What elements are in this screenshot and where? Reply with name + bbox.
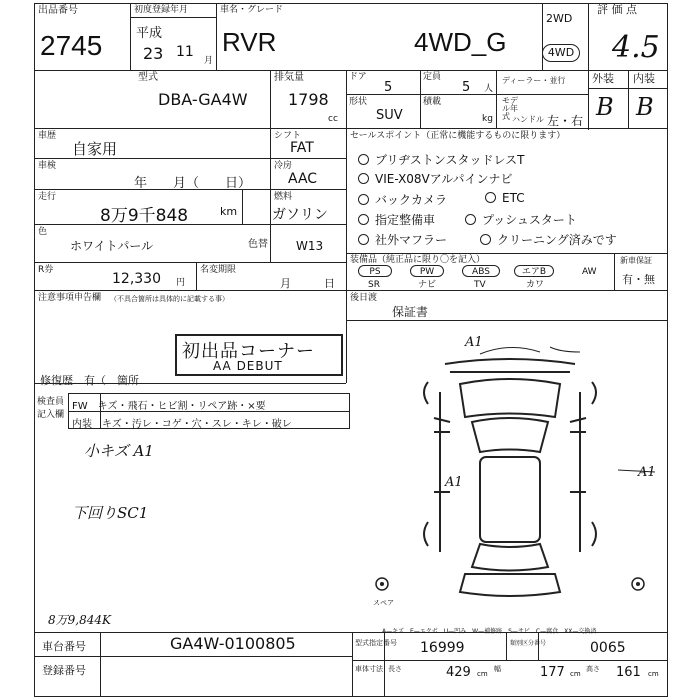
equip-abs: ABS — [462, 265, 500, 277]
equip-tv: TV — [474, 280, 486, 290]
handwritten-note-2: 下回りSC1 — [72, 504, 149, 522]
shift-label: シフト — [274, 131, 302, 141]
sales-point-1: ブリヂストンスタッドレスT — [358, 151, 524, 168]
sales-point-6: プッシュスタート — [465, 211, 577, 228]
class-num-label: 類別区分番号 — [510, 640, 547, 647]
sales-point-3: バックカメラ — [358, 191, 447, 208]
class-num: 0065 — [590, 640, 626, 656]
recycle-label: R券 — [38, 265, 54, 275]
sales-points-label: セールスポイント（正常に機能するものに限ります） — [350, 131, 566, 141]
reg-year: 23 — [143, 44, 164, 63]
reg-month: 11 — [176, 44, 194, 60]
interior-grade: B — [636, 93, 654, 121]
height: 161 — [616, 665, 641, 680]
first-reg-label: 初度登録年月 — [134, 5, 189, 15]
mileage-unit: km — [220, 205, 238, 218]
reg-number-label: 登録番号 — [42, 664, 86, 677]
bullet-icon — [358, 214, 369, 225]
equip-navi: ナビ — [418, 280, 437, 290]
car-name-label: 車名・グレード — [220, 5, 284, 15]
capacity: 5 — [462, 80, 471, 95]
sales-point-2: VIE-X08Vアルパインナビ — [358, 170, 512, 187]
inspector-row-2: 内装 キズ・汚レ・コゲ・穴・スレ・キレ・破レ — [72, 419, 292, 430]
exterior-label: 外装 — [592, 72, 614, 85]
name-change-value: 月 日 — [280, 277, 335, 290]
type-num-label: 型式指定番号 — [355, 639, 397, 647]
new-car-warranty-value: 有・無 — [622, 273, 655, 286]
post-doc-label: 後日渡 — [350, 293, 378, 303]
chassis-label: 車台番号 — [42, 640, 86, 653]
inspector-label: 検査員記入欄 — [37, 397, 65, 420]
handle-value: 左・右 — [547, 114, 584, 128]
drive-4wd-circled: 4WD — [542, 44, 580, 62]
dealer-label: ディーラー・並行 — [502, 76, 566, 85]
equip-aw: AW — [582, 267, 597, 277]
inspection: 年 月（ 日） — [134, 176, 252, 191]
length: 429 — [446, 665, 471, 680]
cc-unit: cc — [328, 114, 338, 124]
aa-debut: AA DEBUT — [213, 359, 283, 373]
equip-sr: SR — [368, 280, 380, 290]
damage-legend: A—キズ E—エクボ U—凹み W—補修跡 S—サビ C—腐食 XX—交換済 — [382, 628, 597, 635]
notice-label: 注意事項申告欄 — [38, 293, 102, 303]
mileage-label: 走行 — [38, 192, 57, 202]
bullet-icon — [358, 194, 369, 205]
cm-unit-3: cm — [648, 670, 659, 678]
doors: 5 — [384, 80, 393, 95]
equip-leather: カワ — [526, 280, 545, 290]
color-label: 色 — [38, 227, 48, 237]
history-label: 車歴 — [38, 131, 57, 141]
drive-2wd: 2WD — [546, 12, 573, 25]
damage-mark-right: A1 — [638, 465, 656, 480]
capacity-label: 定員 — [423, 72, 442, 82]
displacement-label: 排気量 — [274, 72, 304, 83]
cm-unit-1: cm — [477, 670, 488, 678]
handle-label: ハンドル — [512, 115, 544, 124]
first-listing-label: 初出品コーナー — [182, 341, 315, 362]
handwritten-note-1: 小キズ A1 — [84, 442, 154, 460]
bullet-icon — [358, 234, 369, 245]
spare-label: スペア — [373, 599, 394, 607]
exterior-grade: B — [596, 93, 614, 121]
interior-label: 内装 — [633, 72, 655, 85]
notice-note: （不具合箇所は具体的に記載する事） — [110, 295, 229, 303]
damage-mark-front: A1 — [465, 335, 483, 350]
inspector-row-1: FW キズ・飛石・ヒビ割・リペア跡・×要 — [72, 401, 266, 412]
handwritten-mileage: 8万9,844K — [48, 613, 111, 627]
width-label: 幅 — [494, 665, 501, 673]
damage-mark-left: A1 — [445, 475, 463, 490]
post-doc-value: 保証書 — [392, 305, 429, 319]
car-name: RVR — [222, 27, 277, 57]
repair-history-label: 修復歴 有（ 箇所 — [40, 374, 139, 387]
equipment-label: 装備品（純正品に限り〇を記入） — [350, 255, 486, 265]
sales-point-7: 社外マフラー — [358, 231, 447, 248]
sales-point-8: クリーニング済みです — [480, 231, 617, 248]
bullet-icon — [485, 192, 496, 203]
model: DBA-GA4W — [158, 90, 248, 109]
bullet-icon — [465, 214, 476, 225]
damage-diagram — [350, 322, 668, 627]
cm-unit-2: cm — [570, 670, 581, 678]
lot-number: 2745 — [40, 30, 103, 61]
chassis-number: GA4W-0100805 — [170, 634, 296, 653]
color: ホワイトパール — [70, 239, 154, 253]
ac: AAC — [288, 171, 318, 187]
new-car-warranty-label: 新車保証 — [620, 256, 652, 265]
name-change-label: 名変期限 — [200, 265, 237, 275]
bullet-icon — [480, 234, 491, 245]
ac-label: 冷房 — [274, 161, 293, 171]
score-label: 評 価 点 — [597, 3, 637, 16]
load-unit: kg — [482, 114, 493, 124]
type-num: 16999 — [420, 640, 465, 656]
month-unit: 月 — [204, 56, 214, 66]
mileage: 8万9千848 — [100, 206, 189, 226]
shift: FAT — [290, 140, 314, 156]
fuel-label: 燃料 — [274, 192, 293, 202]
equip-pw: PW — [410, 265, 444, 277]
fuel: ガソリン — [272, 207, 328, 223]
color-change-label: 色替 — [248, 239, 268, 250]
body: SUV — [376, 108, 403, 123]
car-grade: 4WD_G — [414, 27, 507, 57]
width: 177 — [540, 665, 565, 680]
length-label: 長さ — [388, 665, 402, 673]
inspection-label: 車検 — [38, 161, 57, 171]
equip-ps: PS — [358, 265, 392, 277]
history: 自家用 — [72, 140, 118, 158]
score: 4.5 — [612, 30, 660, 65]
size-label: 車体寸法 — [355, 665, 383, 673]
displacement: 1798 — [288, 90, 329, 109]
recycle-fee: 12,330 — [112, 271, 161, 287]
model-year-label: モデル年式 — [502, 96, 518, 121]
era: 平成 — [136, 26, 163, 41]
yen-unit: 円 — [176, 278, 186, 288]
load-label: 積載 — [423, 97, 442, 107]
sales-point-4: ETC — [485, 191, 525, 205]
height-label: 高さ — [586, 665, 600, 673]
model-label: 型式 — [138, 72, 158, 83]
lot-number-label: 出品番号 — [38, 5, 78, 16]
capacity-unit: 人 — [484, 84, 494, 94]
equip-airbag: エアB — [514, 265, 554, 277]
bullet-icon — [358, 154, 369, 165]
sales-point-5: 指定整備車 — [358, 211, 435, 228]
bullet-icon — [358, 173, 369, 184]
door-label: ドア — [349, 72, 367, 82]
body-label: 形状 — [349, 97, 368, 107]
color-code: W13 — [296, 239, 324, 253]
